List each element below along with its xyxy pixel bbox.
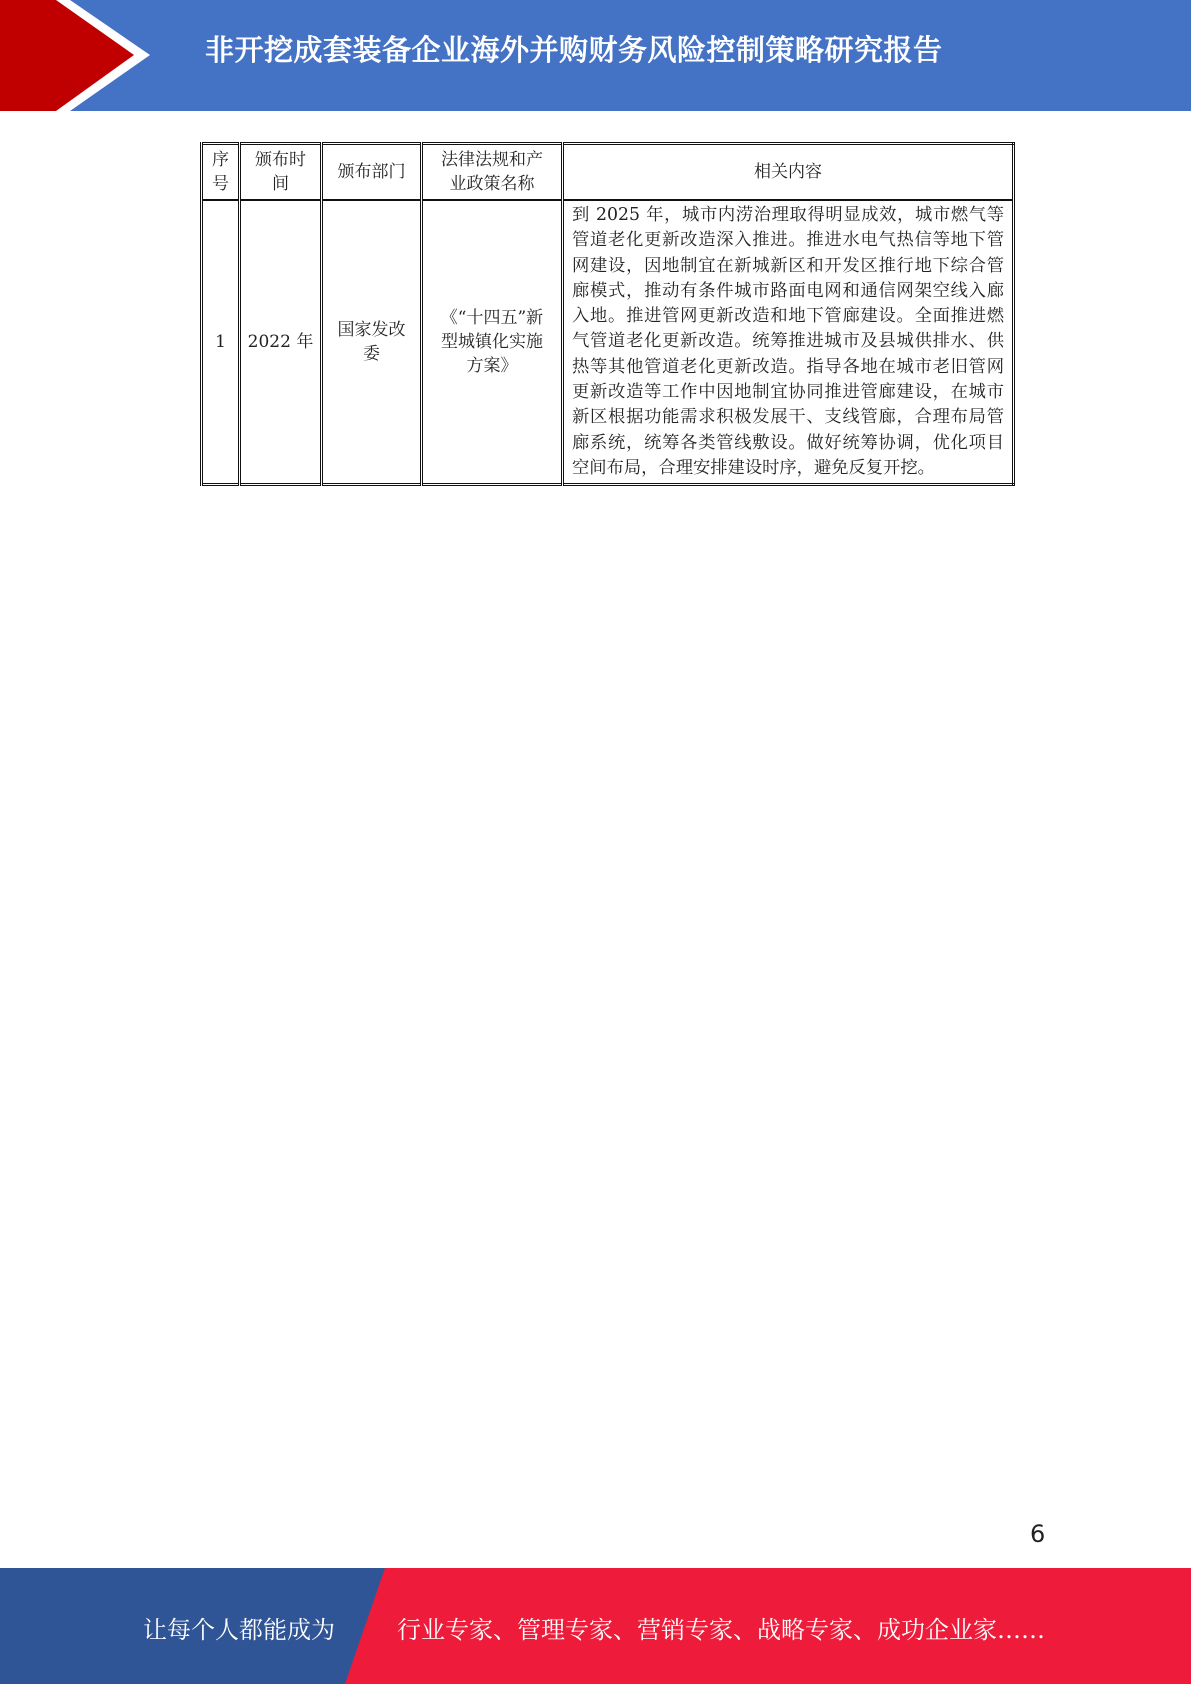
header-content: 相关内容 [563,144,1014,201]
header-index: 序号 [202,144,240,201]
header-department: 颁布部门 [322,144,422,201]
cell-policy: 《“十四五”新型城镇化实施方案》 [422,200,563,485]
page-number: 6 [1030,1520,1046,1548]
table-header-row [202,144,1014,201]
footer-banner [0,1568,1191,1684]
table-row [202,200,1014,485]
header-policy: 法律法规和产业政策名称 [422,144,563,201]
cell-date: 2022 年 [240,200,322,485]
chevron-arrow-icon [0,0,160,111]
header-banner [0,0,1191,111]
header-date: 颁布时间 [240,144,322,201]
footer-slogan-right: 行业专家、管理专家、营销专家、战略专家、成功企业家…… [397,1616,1045,1644]
policy-table [200,142,1015,486]
cell-content: 到 2025 年，城市内涝治理取得明显成效，城市燃气等管道老化更新改造深入推进。推进水电气热信等地下管网建设，因地制宜在新城新区和开发区推行地下综合管廊模式，推动有条件城市路面电网和通信网架空线入廊入地。推进管网更新改造和地下管廊建设。全面推进燃气管道老化更新改造。统筹推进城市及县城供排水、供热等其他管道老化更新改造。指导各地在城市老旧管网更新改造等工作中因地制宜协同推进管廊建设，在城市新区根据功能需求积极发展干、支线管廊，合理布局管廊系统，统筹各类管线敷设。做好统筹协调，优化项目空间布局，合理安排建设时序，避免反复开挖。 [563,200,1014,485]
footer-slogan-left: 让每个人都能成为 [143,1616,335,1644]
cell-index: 1 [202,200,240,485]
cell-department: 国家发改委 [322,200,422,485]
document-title: 非开挖成套装备企业海外并购财务风险控制策略研究报告 [205,33,943,67]
